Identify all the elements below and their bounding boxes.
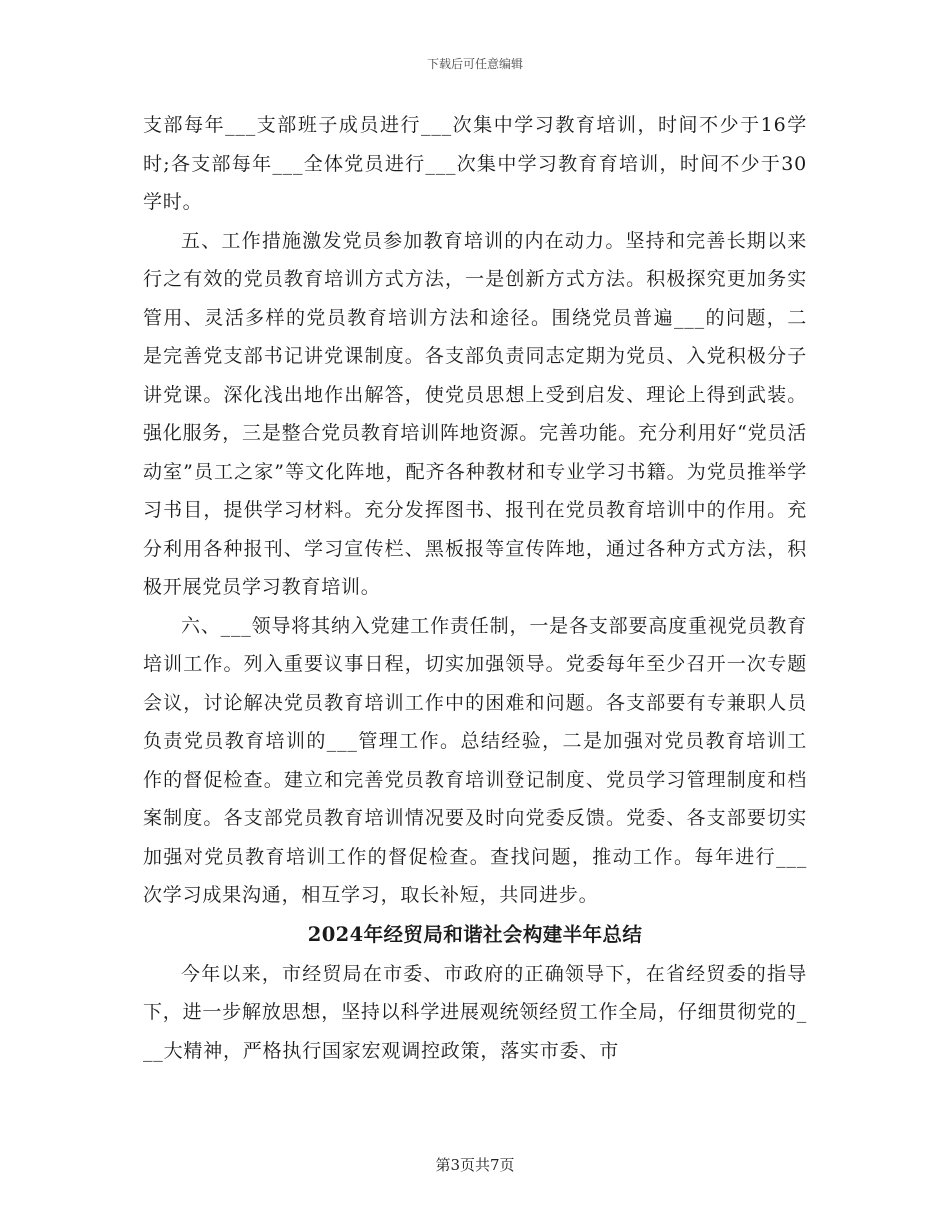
page-header-note: 下载后可任意编辑 (426, 57, 523, 71)
paragraph-continuation: 支部每年___支部班子成员进行___次集中学习教育培训，时间不少于16学时;各支部每年___全体党员进行___次集中学习教育育培训，时间不少于30学时。 (143, 114, 807, 213)
paragraph-section-six: 六、___领导将其纳入党建工作责任制，一是各支部要高度重视党员教育培训工作。列入重要议事日程，切实加强领导。党委每年至少召开一次专题会议，讨论解决党员教育培训工作中的困难和问题。各支部要有专兼职人员负责党员教育培训的___管理工作。总结经验，二是加强对党员教育培训工作的督促检查。建立和完善党员教育培训登记制度、党员学习管理制度和档案制度。各支部党员教育培训情况要及时向党委反馈。党委、各支部要切实加强对党员教育培训工作的督促检查。查找问题，推动工作。每年进行___次学习成果沟通，相互学习，取长补短，共同进步。 (143, 614, 807, 906)
page-number: 第3页共7页 (435, 1156, 515, 1174)
document-title: 2024年经贸局和谐社会构建半年总结 (307, 922, 643, 946)
document-body (143, 106, 807, 1070)
paragraph-summary-intro: 今年以来，市经贸局在市委、市政府的正确领导下，在省经贸委的指导下，进一步解放思想，坚持以科学进展观统领经贸工作全局，仔细贯彻党的___大精神，严格执行国家宏观调控政策，落实市委、市 (143, 962, 807, 1062)
paragraph-section-five: 五、工作措施激发党员参加教育培训的内在动力。坚持和完善长期以来行之有效的党员教育培训方式方法，一是创新方式方法。积极探究更加务实管用、灵活多样的党员教育培训方法和途径。围绕党员普遍___的问题，二是完善党支部书记讲党课制度。各支部负责同志定期为党员、入党积极分子讲党课。深化浅出地作出解答，使党员思想上受到启发、理论上得到武装。强化服务，三是整合党员教育培训阵地资源。完善功能。充分利用好“党员活动室”员工之家”等文化阵地，配齐各种教材和专业学习书籍。为党员推举学习书目，提供学习材料。充分发挥图书、报刊在党员教育培训中的作用。充分利用各种报刊、学习宣传栏、黑板报等宣传阵地，通过各种方式方法，积极开展党员学习教育培训。 (143, 229, 807, 598)
